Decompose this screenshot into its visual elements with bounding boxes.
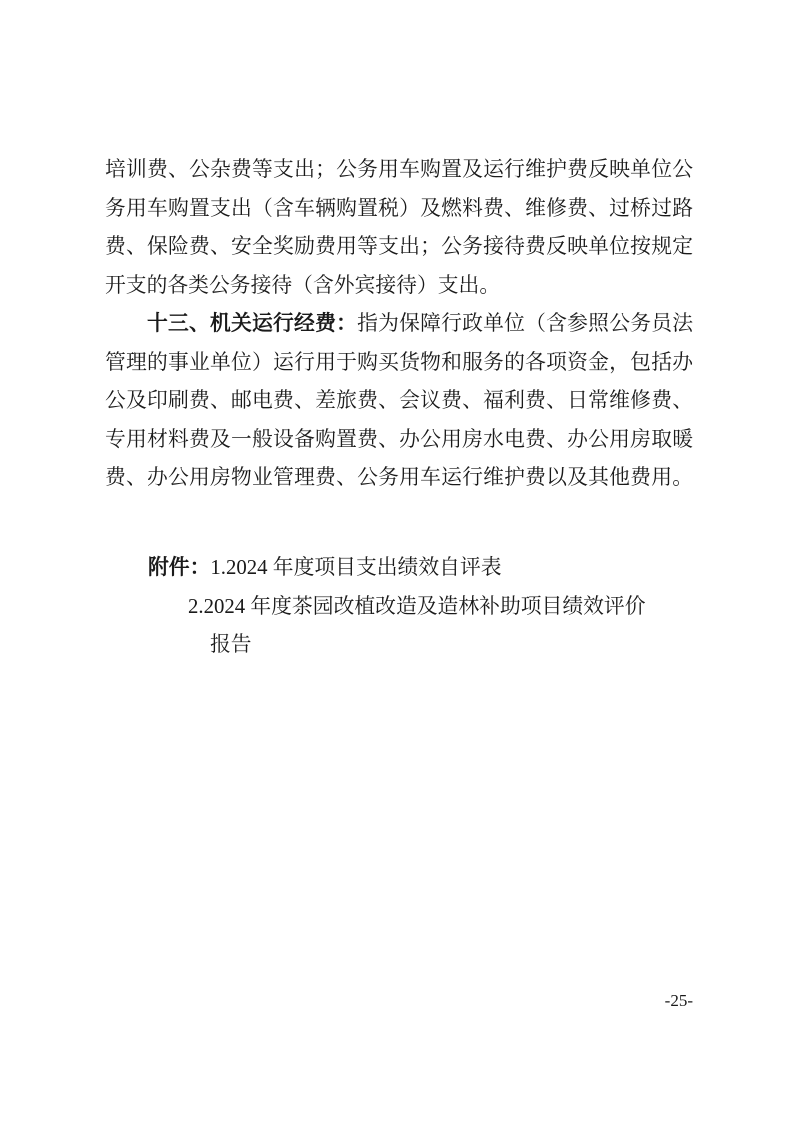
paragraph-operating-funds [105,305,693,498]
attachment-item-1-text: 1.2024 年度项目支出绩效自评表 [210,556,502,579]
body-text-block [105,151,693,498]
text-line: 专用材料费及一般设备购置费、办公用房水电费、办公用房取暖 [105,427,693,451]
text-line: 管理的事业单位）运行用于购买货物和服务的各项资金，包括办 [105,350,693,374]
text-line: 培训费、公杂费等支出；公务用车购置及运行维护费反映单位公 [105,158,693,181]
paragraph-expenses [105,151,693,305]
attachment-item-1 [148,549,748,588]
attachment-item-2-continuation: 报告 [210,633,252,656]
text-line: 费、保险费、安全奖励费用等支出；公务接待费反映单位按规定 [105,235,693,258]
attachments-label: 附件： [148,556,211,579]
text-line: 费、办公用房物业管理费、公务用车运行维护费以及其他费用。 [105,466,693,489]
page-number: -25- [664,991,693,1010]
text-line: 开支的各类公务接待（含外宾接待）支出。 [105,273,501,297]
heading-trailing-text: 指为保障行政单位（含参照公务员法 [357,312,693,335]
text-line: 公及印刷费、邮电费、差旅费、会议费、福利费、日常维修费、 [105,389,693,412]
text-line: 务用车购置支出（含车辆购置税）及燃料费、维修费、过桥过路 [105,196,693,220]
section-heading-bold: 十三、机关运行经费： [147,312,358,335]
attachments-block [148,549,748,665]
text-line [105,305,693,344]
attachment-item-2: 2.2024 年度茶园改植改造及造林补助项目绩效评价 [188,594,646,618]
